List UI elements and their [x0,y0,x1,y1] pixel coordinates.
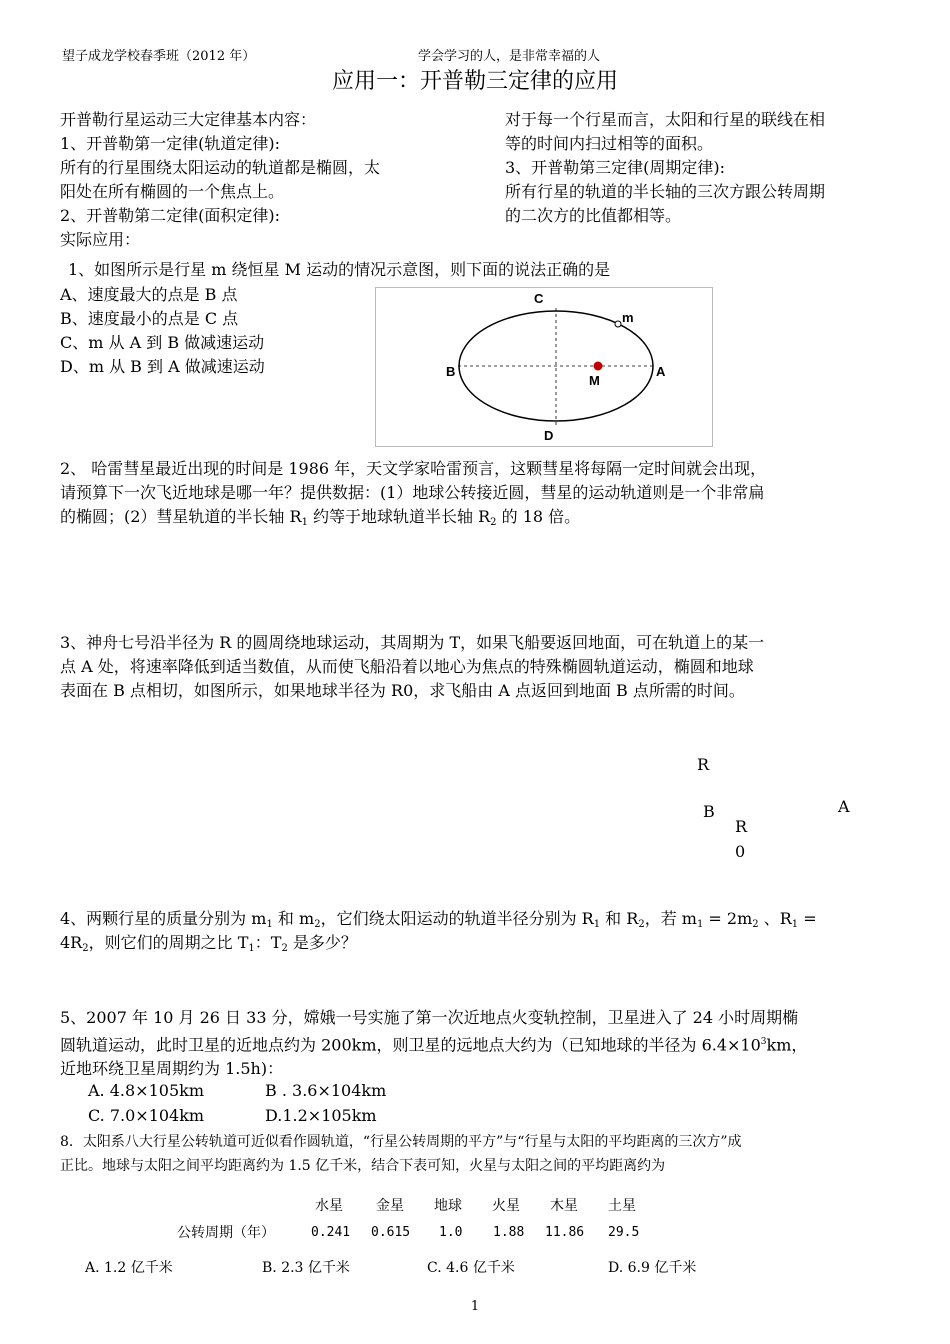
law2-title: 2、开普勒第二定律(面积定律): [60,206,281,225]
q5-option-b[interactable]: B . 3.6×104km [265,1081,387,1100]
q8-value-1: 0.615 [371,1225,411,1240]
q2-line3: 的椭圆；(2）彗星轨道的半长轴 $R_1$ 约等于地球轨道半长轴 $R_2$ 的 18 倍。 [60,507,581,528]
q8-header-4: 木星 [550,1198,578,1214]
q1-option-a[interactable]: A、速度最大的点是 B 点 [60,285,238,304]
q8-value-3: 1.88 [493,1225,525,1240]
q8-header-3: 火星 [492,1198,520,1214]
q4 [60,907,817,955]
q3-fig-label-R0-0: 0 [735,842,746,861]
law3-line1: 所有行星的轨道的半长轴的三次方跟公转周期 [505,182,826,201]
laws-intro: 开普勒行星运动三大定律基本内容： [60,110,317,129]
law3-line2: 的二次方的比值都相等。 [505,206,682,225]
q5-line2: 圆轨道运动，此时卫星的近地点约为 200km，则卫星的远地点大约为（已知地球的半径为 $6.4\times 10^3km$， [60,1035,808,1055]
q3 [60,631,764,703]
q1-options [60,283,265,379]
law2-line1: 对于每一个行星而言，太阳和行星的联线在相 [505,110,826,129]
q8-row-label: 公转周期（年） [177,1225,275,1241]
q8-header-1: 金星 [376,1198,404,1214]
star-M-dot [594,362,603,371]
practical-heading: 实际应用： [60,230,141,249]
q8-option-d[interactable]: D. 6.9 亿千米 [608,1260,697,1276]
fig-label-D: D [544,428,554,443]
q8-header-2: 地球 [434,1198,462,1214]
q1-stem: 1、如图所示是行星 m 绕恒星 M 运动的情况示意图，则下面的说法正确的是 [68,260,611,279]
q2-line1: 2、 哈雷彗星最近出现的时间是 1986 年，天文学家哈雷预言，这颗彗星将每隔一定时间就会出现， [60,459,767,478]
law1-line1: 所有的行星围绕太阳运动的轨道都是椭圆，太 [60,158,381,177]
fig-label-m: m [622,310,634,325]
q8-value-2: 1.0 [439,1225,463,1240]
q8-header-0: 水星 [315,1198,343,1214]
q3-fig-label-R: R [697,755,710,774]
fig-label-C: C [534,291,544,306]
q5-option-c[interactable]: C. 7.0×104km [88,1106,205,1125]
q8-option-b[interactable]: B. 2.3 亿千米 [262,1260,350,1276]
q5-option-a[interactable]: A. 4.8×105km [88,1081,204,1100]
q8-line2: 正比。地球与太阳之间平均距离约为 1.5 亿千米，结合下表可知，火星与太阳之间的平均距离约为 [60,1158,666,1174]
q8-value-5: 29.5 [608,1225,640,1240]
q8-value-4: 11.86 [545,1225,585,1240]
page-title: 应用一：开普勒三定律的应用 [331,69,618,94]
q3-line2: 点 A 处，将速率降低到适当数值，从而使飞船沿着以地心为焦点的特殊椭圆轨道运动，椭圆和地球 [60,657,754,676]
orbit-figure [375,287,713,447]
header-right: 学会学习的人，是非常幸福的人 [418,49,601,64]
page-number: 1 [470,1299,480,1314]
header-left: 望子成龙学校春季班（2012 年） [62,49,256,64]
laws-left-column [60,108,380,252]
q3-line1: 3、神舟七号沿半径为 R 的圆周绕地球运动，其周期为 T，如果飞船要返回地面，可在轨道上的某一 [60,633,765,652]
q8-header-5: 土星 [608,1198,636,1214]
q5-line1: 5、2007 年 10 月 26 日 33 分，嫦娥一号实施了第一次近地点火变轨控制，卫星进入了 24 小时周期椭 [60,1008,799,1027]
law2-line2: 等的时间内扫过相等的面积。 [505,134,714,153]
fig-label-M: M [589,373,600,388]
law3-title: 3、开普勒第三定律(周期定律): [505,158,726,177]
q1-option-b[interactable]: B、速度最小的点是 C 点 [60,309,239,328]
planet-m-dot [615,321,621,327]
q1-option-d[interactable]: D、m 从 B 到 A 做减速运动 [60,357,265,376]
q5 [60,1006,807,1081]
law1-title: 1、开普勒第一定律(轨道定律): [60,134,281,153]
q4-line1: 4、两颗行星的质量分别为 $m_1$ 和 $m_2$，它们绕太阳运动的轨道半径分别为 $R_1$ 和 $R_2$，若 $m_1 = 2m_2$ 、$R_1$ = [60,909,817,930]
q4-line2: $4R_2$，则它们的周期之比 $T_1$：$T_2$ 是多少？ [60,933,357,954]
q3-fig-label-B: B [703,802,715,821]
q3-line3: 表面在 B 点相切，如图所示，如果地球半径为 R0，求飞船由 A 点返回到地面 B 点所需的时间。 [60,681,745,700]
fig-label-B: B [446,364,456,379]
q8-option-c[interactable]: C. 4.6 亿千米 [427,1260,515,1276]
q2 [60,457,766,529]
q2-line2: 请预算下一次飞近地球是哪一年？提供数据：(1）地球公转接近圆，彗星的运动轨道则是一个非常扁 [60,483,765,502]
law1-line2: 阳处在所有椭圆的一个焦点上。 [60,182,285,201]
q3-fig-label-R0-R: R [735,817,748,836]
q3-fig-label-A: A [838,797,850,816]
q8-option-a[interactable]: A. 1.2 亿千米 [85,1260,173,1276]
q8-line1: 8．太阳系八大行星公转轨道可近似看作圆轨道，“行星公转周期的平方”与“行星与太阳的平均距离的三次方”成 [60,1134,742,1150]
q5-option-d[interactable]: D.1.2×105km [265,1106,377,1125]
fig-label-A: A [656,364,666,379]
q1-option-c[interactable]: C、m 从 A 到 B 做减速运动 [60,333,265,352]
q8-value-0: 0.241 [311,1225,351,1240]
q5-line3: 近地环绕卫星周期约为 1.5h)： [60,1059,284,1079]
laws-right-column [505,108,825,228]
